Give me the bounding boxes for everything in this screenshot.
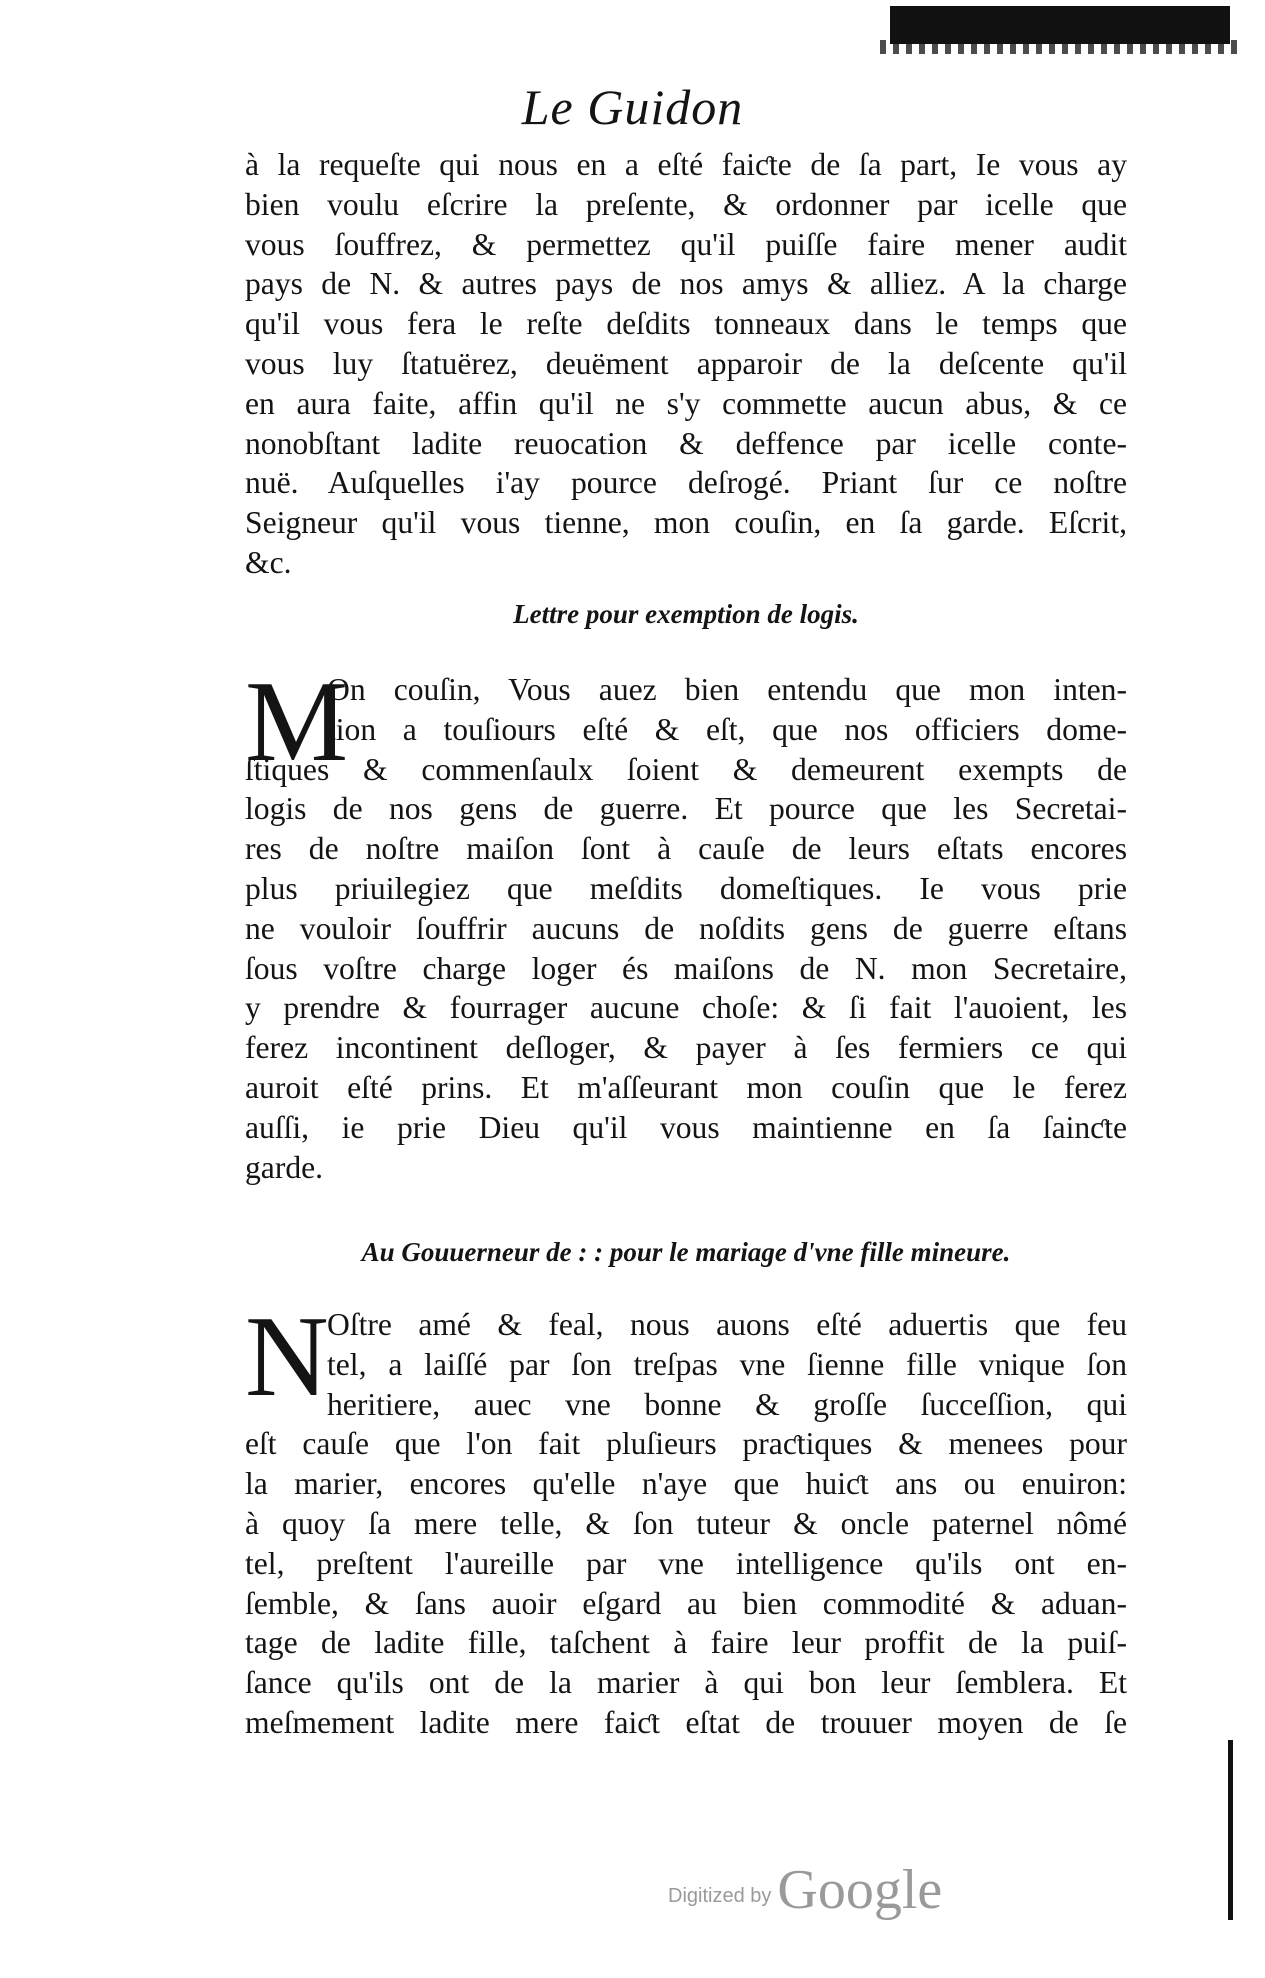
text-block-1 — [245, 145, 1127, 583]
text-line: ferez incontinent deſloger, & payer à ſes fermiers ce qui — [245, 1030, 1127, 1066]
text-line: ſtiques & commenſaulx ſoient & demeurent exempts de — [245, 751, 1127, 787]
margin-mark — [1228, 1740, 1233, 1920]
text-line: nuë. Auſquelles i'ay pource deſrogé. Priant ſur ce noſtre — [245, 465, 1127, 501]
text-line: nonobſtant ladite reuocation & deffence par icelle conte- — [245, 425, 1127, 461]
section-heading-lettre: Lettre pour exemption de logis. — [513, 599, 859, 629]
text-line: eſt cauſe que l'on fait pluſieurs praƈtiques & menees pour — [245, 1426, 1127, 1462]
text-line: auroit eſté prins. Et m'aſſeurant mon couſin que le ferez — [245, 1069, 1127, 1105]
text-line: la marier, encores qu'elle n'aye que huiƈt ans ou enuiron: — [245, 1466, 1127, 1502]
text-line: ne vouloir ſouffrir aucuns de noſdits gens de guerre eſtans — [245, 910, 1127, 946]
text-line: à quoy ſa mere telle, & ſon tuteur & oncle paternel nômé — [245, 1505, 1127, 1541]
text-line: logis de nos gens de guerre. Et pource que les Secretai- — [245, 791, 1127, 827]
text-line: garde. — [245, 1149, 324, 1185]
text-line: y prendre & fourrager aucune choſe: & ſi fait l'auoient, les — [245, 990, 1127, 1026]
text-line: &c. — [245, 544, 292, 580]
text-line: tion a touſiours eſté & eſt, que nos officiers dome- — [327, 711, 1127, 747]
text-line: en aura faite, affin qu'il ne s'y commette aucun abus, & ce — [245, 385, 1127, 421]
digitized-watermark — [668, 1858, 942, 1922]
text-line: pays de N. & autres pays de nos amys & alliez. A la charge — [245, 266, 1127, 302]
text-line: tel, preſtent l'aureille par vne intelligence qu'ils ont en- — [245, 1545, 1127, 1581]
drop-cap-n: N — [245, 1293, 329, 1421]
text-line: ſous voſtre charge loger és maiſons de N. mon Secretaire, — [245, 950, 1127, 986]
google-logo: Google — [777, 1859, 943, 1921]
watermark-prefix: Digitized by — [668, 1885, 772, 1907]
text-line: tel, a laiſſé par ſon treſpas vne ſienne fille vnique ſon — [327, 1346, 1127, 1382]
running-head: Le Guidon — [521, 79, 744, 135]
text-line: ſemble, & ſans auoir eſgard au bien commodité & aduan- — [245, 1585, 1127, 1621]
scan-edge-noise — [880, 40, 1240, 54]
text-line: res de noſtre maiſon ſont à cauſe de leurs eſtats encores — [245, 831, 1127, 867]
text-line: Seigneur qu'il vous tienne, mon couſin, en ſa garde. Eſcrit, — [245, 505, 1127, 541]
text-line: On couſin, Vous auez bien entendu que mon inten- — [327, 672, 1127, 707]
text-line: vous luy ſtatuërez, deuëment apparoir de la deſcente qu'il — [245, 345, 1127, 381]
text-block-3 — [245, 1293, 1127, 1743]
text-line: tage de ladite fille, taſchent à faire leur proffit de la puiſ- — [245, 1625, 1127, 1661]
section-heading-gouverneur: Au Gouuerneur de : : pour le mariage d'vne fille mineure. — [361, 1237, 1011, 1267]
drop-cap-m: M — [245, 658, 349, 786]
text-line: heritiere, auec vne bonne & groſſe ſucceſſion, qui — [327, 1386, 1127, 1422]
text-line: auſſi, ie prie Dieu qu'il vous maintienne en ſa ſainƈte — [245, 1109, 1127, 1145]
text-line: vous ſouffrez, & permettez qu'il puiſſe faire mener audit — [245, 226, 1127, 262]
text-line: qu'il vous fera le reſte deſdits tonneaux dans le temps que — [245, 306, 1127, 342]
text-line: meſmement ladite mere faiƈt eſtat de trouuer moyen de ſe — [245, 1704, 1127, 1740]
text-line: Oſtre amé & feal, nous auons eſté aduertis que feu — [327, 1307, 1127, 1342]
text-line: plus priuilegiez que meſdits domeſtiques. Ie vous prie — [245, 870, 1127, 906]
scan-edge-mark — [890, 6, 1230, 44]
text-line: bien voulu eſcrire la preſente, & ordonner par icelle que — [245, 186, 1127, 222]
text-line: ſance qu'ils ont de la marier à qui bon leur ſemblera. Et — [245, 1665, 1127, 1701]
text-line: à la requeſte qui nous en a eſté faiƈte de ſa part, Ie vous ay — [245, 147, 1127, 182]
text-block-2 — [245, 658, 1127, 1187]
